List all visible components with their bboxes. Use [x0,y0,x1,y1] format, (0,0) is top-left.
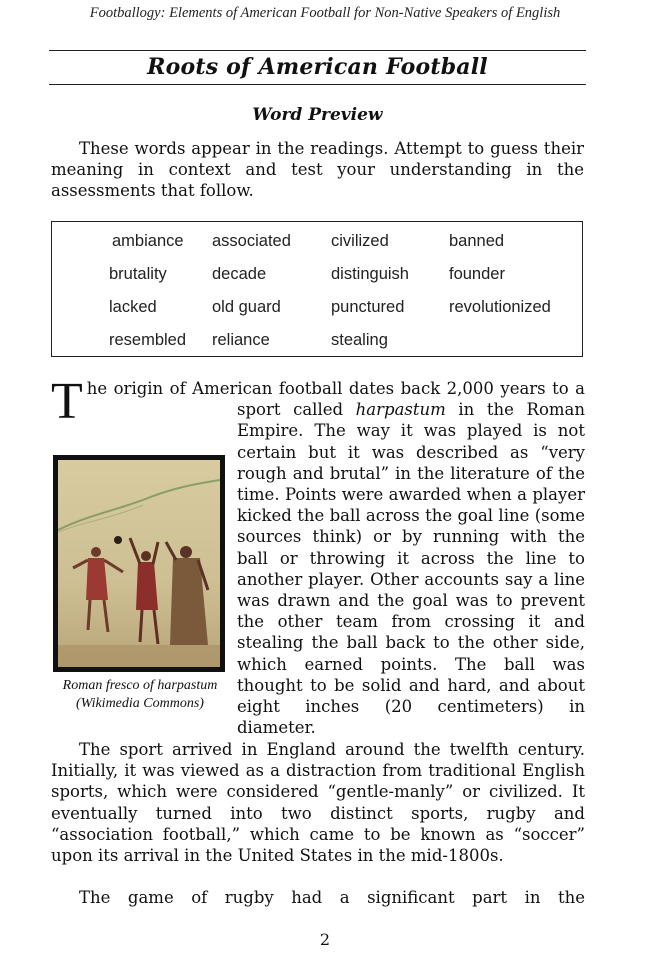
figure-caption: Roman fresco of harpastum (Wikimedia Commons) [62,678,218,711]
drop-cap: T [51,373,83,430]
word-item: resembled [109,331,187,349]
chapter-title: Roots of American Football [147,54,488,80]
word-item: civilized [331,232,389,250]
word-item: stealing [331,331,388,349]
word-item: ambiance [112,232,184,250]
word-item: decade [212,265,267,283]
word-item: brutality [109,265,167,283]
intro-paragraph: These words appear in the readings. Attempt to guess their meaning in context and test your understanding in the assessments that follow. [51,139,584,200]
word-item: old guard [212,298,281,316]
title-rule [49,84,586,85]
word-item: punctured [331,298,405,316]
fresco-image [58,460,220,667]
word-item: reliance [212,331,270,349]
word-item: lacked [109,298,157,316]
word-item: associated [212,232,291,250]
word-item: founder [449,265,505,283]
word-item: distinguish [331,265,409,283]
paragraph-rugby: The game of rugby had a significant part in the [79,888,585,907]
paragraph-text: in the Roman Empire. The way it was played is not certain but it was described as “very rough and brutal” in the literature of the time. Points were awarded when a player kicked the ball across the goal line (some sources think) or by running with the ball or throwing it across the line to another player. Other accounts say a line was drawn and the goal was to prevent the other team from crossing it and stealing the ball back to the other side, which earned points. The ball was thought to be solid and hard, and about eight inches (20 centimeters) in diameter. [237,400,585,738]
paragraph-text: he origin of American football dates back 2,000 years to a sport called [86,379,585,420]
top-rule [49,50,586,51]
paragraph-england: The sport arrived in England around the twelfth century. Initially, it was viewed as a distraction from traditional English sports, which were considered “gentle-manly” or civilized. It eventually turned into two distinct sports, rugby and “association football,” which came to be known as “soccer” upon its arrival in the United States in the mid-1800s. [51,740,585,866]
page-number: 2 [319,930,331,949]
running-head: Footballogy: Elements of American Football for Non-Native Speakers of English [89,5,561,21]
fresco-figure [53,455,225,672]
word-preview-box [51,221,583,357]
word-item: banned [449,232,505,250]
section-title: Word Preview [252,105,383,125]
word-item: revolutionized [449,298,551,316]
emphasized-term: harpastum [355,400,446,420]
